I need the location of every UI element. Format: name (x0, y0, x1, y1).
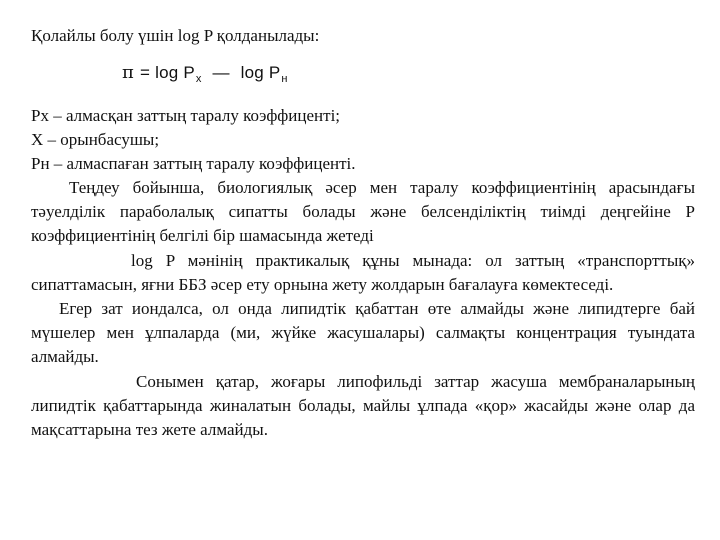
formula-log-ph: log P (240, 63, 281, 82)
paragraph-1: Теңдеу бойынша, биологиялық әсер мен таралу коэффициентінің арасындағы тәуелділік параболалық сипатты болады және белсенділіктің тиімді деңгейіне Р коэффициентінің белгілі бір шамасында жетеді (31, 178, 695, 246)
intro-text: Қолайлы болу үшін log P қолданылады: (31, 26, 320, 45)
formula-sub-h: н (281, 73, 288, 85)
formula-pi: π (122, 62, 135, 83)
definition-ph: Pн – алмаспаған заттың таралу коэффиценті. (31, 154, 356, 173)
paragraph-3: Егер зат иондалса, ол онда липидтік қабаттан өте алмайды және липидтерге бай мүшелер мен ұлпаларда (ми, жүйке жасушалары) салмақты концентрация туындата алмайды. (31, 299, 695, 367)
definitions-list (31, 104, 356, 176)
formula-equals: = (140, 63, 151, 82)
formula-minus: — (212, 63, 230, 82)
formula-log-px: log P (155, 63, 195, 82)
definition-x: X – орынбасушы; (31, 130, 160, 149)
body-text (31, 176, 695, 442)
formula (122, 62, 288, 83)
paragraph-2: log P мәнінің практикалық құны мынада: ол заттың «транспорттық» сипаттамасын, яғни ББЗ әсер ету орнына жету жолдарын бағалауға көмектеседі. (31, 250, 695, 294)
paragraph-4: Сонымен қатар, жоғары липофильді заттар жасуша мембраналарының липидтік қабаттарында жиналатын болады, майлы ұлпада «қор» жасайды және олар да мақсаттарына тез жете алмайды. (31, 371, 695, 440)
formula-sub-x: x (195, 73, 202, 85)
definition-px: Px – алмасқан заттың таралу коэффиценті; (31, 106, 341, 125)
